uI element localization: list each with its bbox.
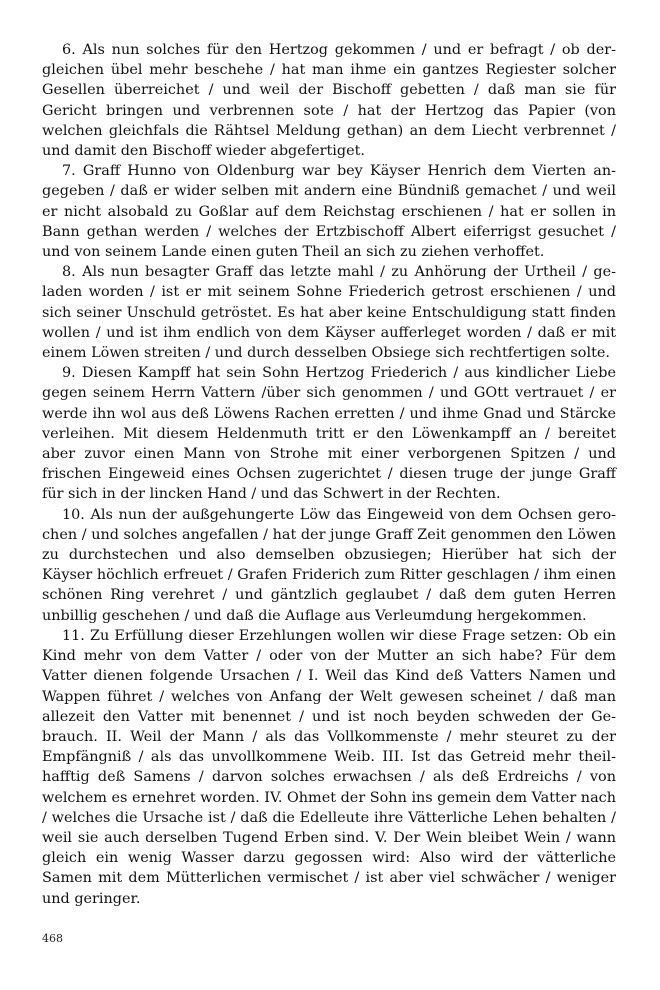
paragraph-10: 10. Als nun der außgehungerte Löw das Eingeweid von dem Ochsen gerochen / und solches angefallen / hat der junge Graff Zeit genommen den Löwen zu durchstechen und also demselben obzusiegen; Hierüber hat sich der Käyser höchlich erfreuet / Grafen Friderich zum Ritter geschlagen / ihm einen schönen Ring verehret / und gäntzlich geglaubet / daß dem guten Herren unbillig geschehen / und daß die Auflage aus Verleumdung hergekommen. xyxy=(42,506,616,624)
paragraph-9: 9. Diesen Kampff hat sein Sohn Hertzog Friederich / aus kindlicher Liebe gegen seinem Herrn Vattern /über sich genommen / und GOtt vertrauet / er werde ihn wol aus deß Löwens Rachen erretten / und ihme Gnad und Stärcke verleihen. Mit diesem Heldenmuth tritt er den Löwenkampff an / bereitet aber zuvor einen Mann von Strohe mit einer verborgenen Spitzen / und frischen Eingeweid eines Ochsen zugerichtet / diesen truge der junge Graff für sich in der lincken Hand / und das Schwert in der Rechten. xyxy=(42,365,616,503)
page-text-body xyxy=(42,40,616,909)
paragraph-7: 7. Graff Hunno von Oldenburg war bey Käyser Henrich dem Vierten angegeben / daß er wider selben mit andern eine Bündniß gemachet / und weil er nicht alsobald zu Goßlar auf dem Reichstag erschienen / hat er sollen in Bann gethan werden / welches der Ertzbischoff Albert eiferrigst gesuchet / und von seinem Lande einen guten Theil an sich zu ziehen verhoffet. xyxy=(42,163,616,261)
paragraph-8: 8. Als nun besagter Graff das letzte mahl / zu Anhörung der Urtheil / geladen worden / ist er mit seinem Sohne Friederich getrost erschienen / und sich seiner Unschuld getröstet. Es hat aber keine Entschuldigung statt finden wollen / und ist ihm endlich von dem Käyser aufferleget worden / daß er mit einem Löwen streiten / und durch desselben Obsiege sich rechtfertigen solte. xyxy=(42,264,616,362)
page-number: 468 xyxy=(42,932,63,945)
paragraph-11: 11. Zu Erfüllung dieser Erzehlungen wollen wir diese Frage setzen: Ob ein Kind mehr von dem Vatter / oder von der Mutter an sich habe? Für dem Vatter dienen folgende Ursachen / I. Weil das Kind deß Vatters Namen und Wappen führet / welches von Anfang der Welt gewesen scheinet / daß man allezeit den Vatter mit benennet / und ist noch beyden schweden der Gebrauch. II. Weil der Mann / als das Vollkommenste / mehr steuret zu der Empfängniß / als das unvollkommene Weib. III. Ist das Getreid mehr theilhafftig deß Samens / darvon solches erwachsen / als deß Erdreichs / von welchem es ernehret worden. IV. Ohmet der Sohn ins gemein dem Vatter nach / welches die Ursache ist / daß die Edelleute ihre Vätterliche Lehen behalten / weil sie auch derselben Tugend Erben sind. V. Der Wein bleibet Wein / wann gleich ein wenig Wasser darzu gegossen wird: Also wird der vätterliche Samen mit dem Mütterlichen vermischet / ist aber viel schwächer / weniger und geringer. xyxy=(42,627,616,907)
paragraph-6: 6. Als nun solches für den Hertzog gekommen / und er befragt / ob dergleichen übel mehr beschehe / hat man ihme ein gantzes Regiester solcher Gesellen überreichet / und weil der Bischoff gebetten / daß man sie für Gericht bringen und verbrennen sote / hat der Hertzog das Papier (von welchen gleichfals die Rähtsel Meldung gethan) an dem Liecht verbrennet / und damit den Bischoff wieder abgefertiget. xyxy=(42,42,616,160)
